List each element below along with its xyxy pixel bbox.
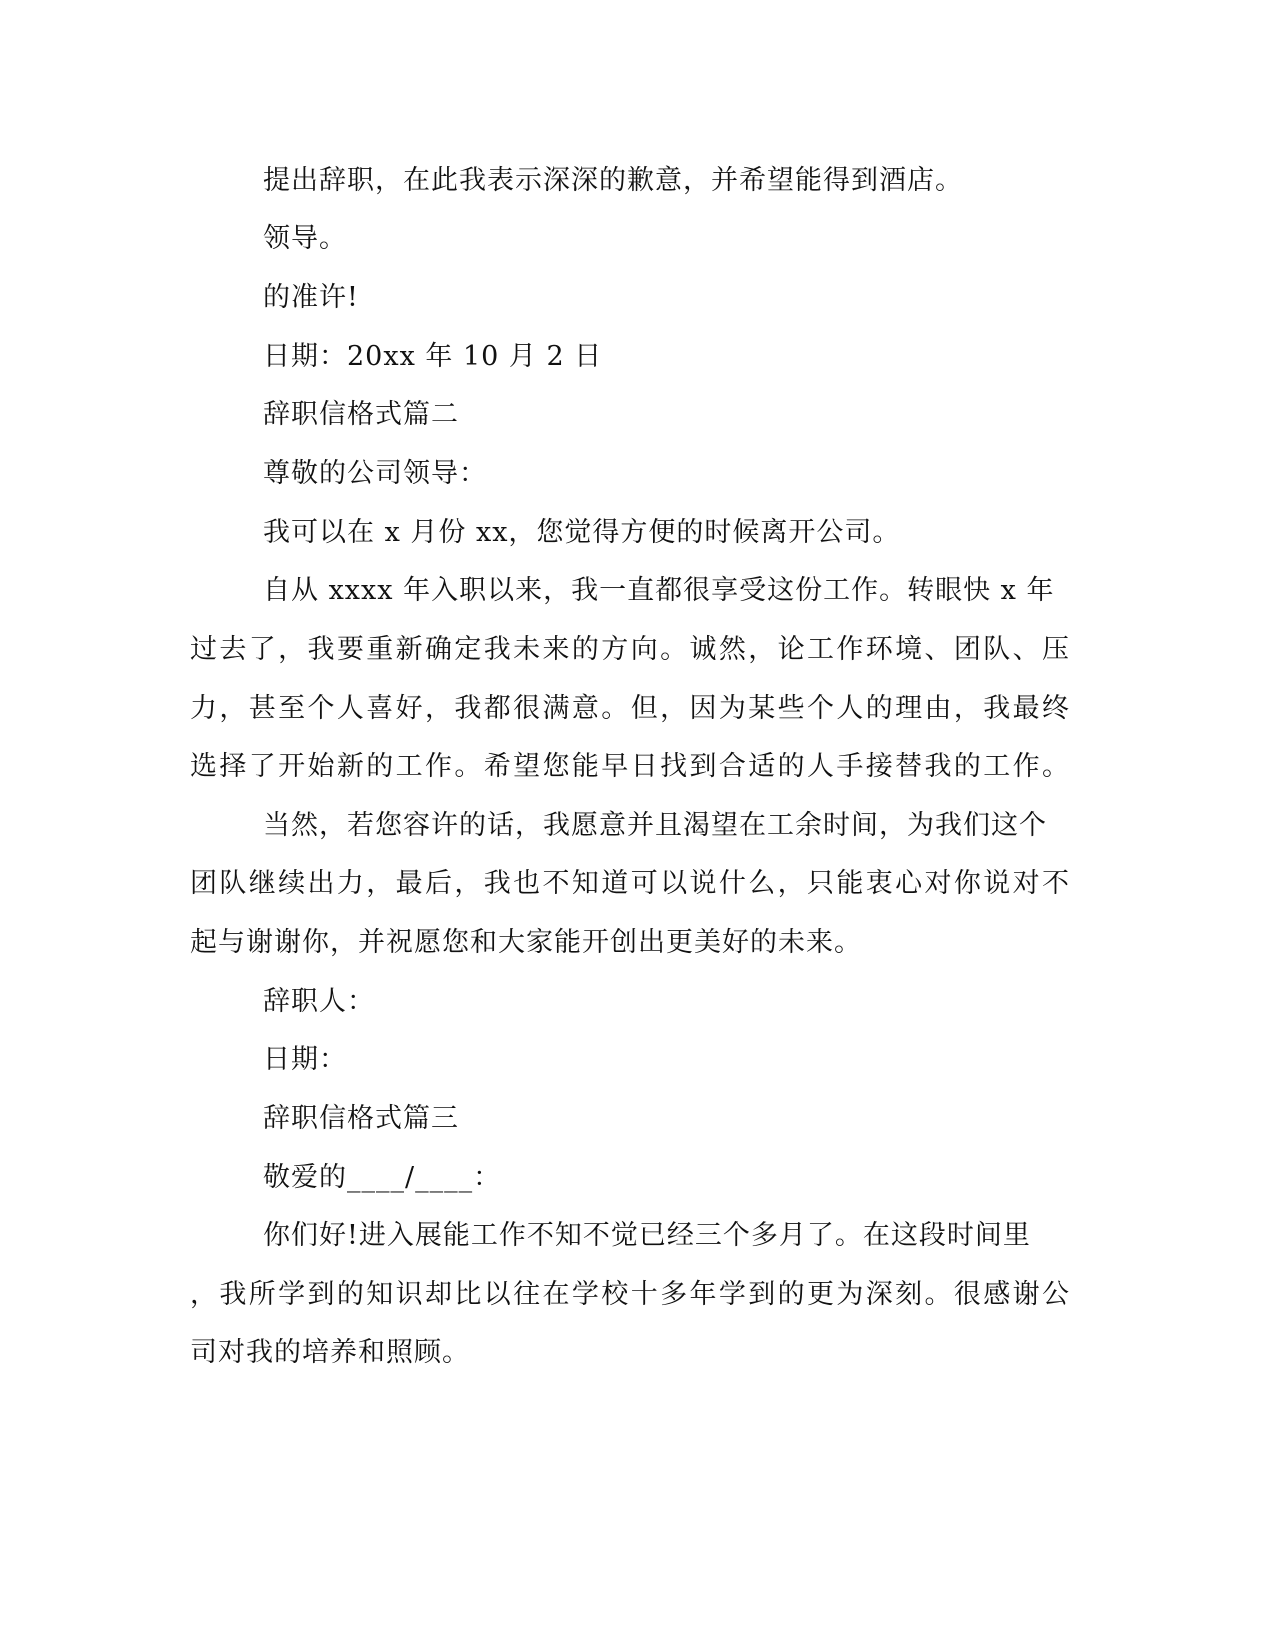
- paragraph-line: ，我所学到的知识却比以往在学校十多年学到的更为深刻。很感谢公: [190, 1279, 1070, 1310]
- section-heading: 辞职信格式篇三: [263, 1103, 459, 1134]
- text-line: 我可以在 x 月份 xx，您觉得方便的时候离开公司。: [263, 517, 901, 548]
- paragraph-line: 当然，若您容许的话，我愿意并且渴望在工余时间，为我们这个: [263, 810, 1047, 841]
- signature-label: 辞职人：: [263, 986, 375, 1017]
- text-line: 的准许!: [263, 282, 359, 313]
- salutation: 尊敬的公司领导：: [263, 458, 487, 489]
- section-heading: 辞职信格式篇二: [263, 399, 459, 430]
- paragraph-line: 自从 xxxx 年入职以来，我一直都很享受这份工作。转眼快 x 年: [263, 575, 1055, 606]
- paragraph-line: 司对我的培养和照顾。: [190, 1337, 470, 1368]
- paragraph-line: 团队继续出力，最后，我也不知道可以说什么，只能衷心对你说对不: [190, 868, 1070, 899]
- paragraph-line: 你们好!进入展能工作不知不觉已经三个多月了。在这段时间里: [263, 1220, 1031, 1251]
- paragraph-line: 选择了开始新的工作。希望您能早日找到合适的人手接替我的工作。: [190, 751, 1070, 782]
- paragraph-line: 起与谢谢你，并祝愿您和大家能开创出更美好的未来。: [190, 927, 862, 958]
- date-line: 日期：20xx 年 10 月 2 日: [263, 341, 603, 372]
- text-line: 领导。: [263, 223, 347, 254]
- salutation: 敬爱的____/____：: [263, 1162, 502, 1193]
- date-label: 日期：: [263, 1044, 347, 1075]
- text-line: 提出辞职，在此我表示深深的歉意，并希望能得到酒店。: [263, 165, 963, 196]
- paragraph-line: 力，甚至个人喜好，我都很满意。但，因为某些个人的理由，我最终: [190, 693, 1070, 724]
- paragraph-line: 过去了，我要重新确定我未来的方向。诚然，论工作环境、团队、压: [190, 634, 1070, 665]
